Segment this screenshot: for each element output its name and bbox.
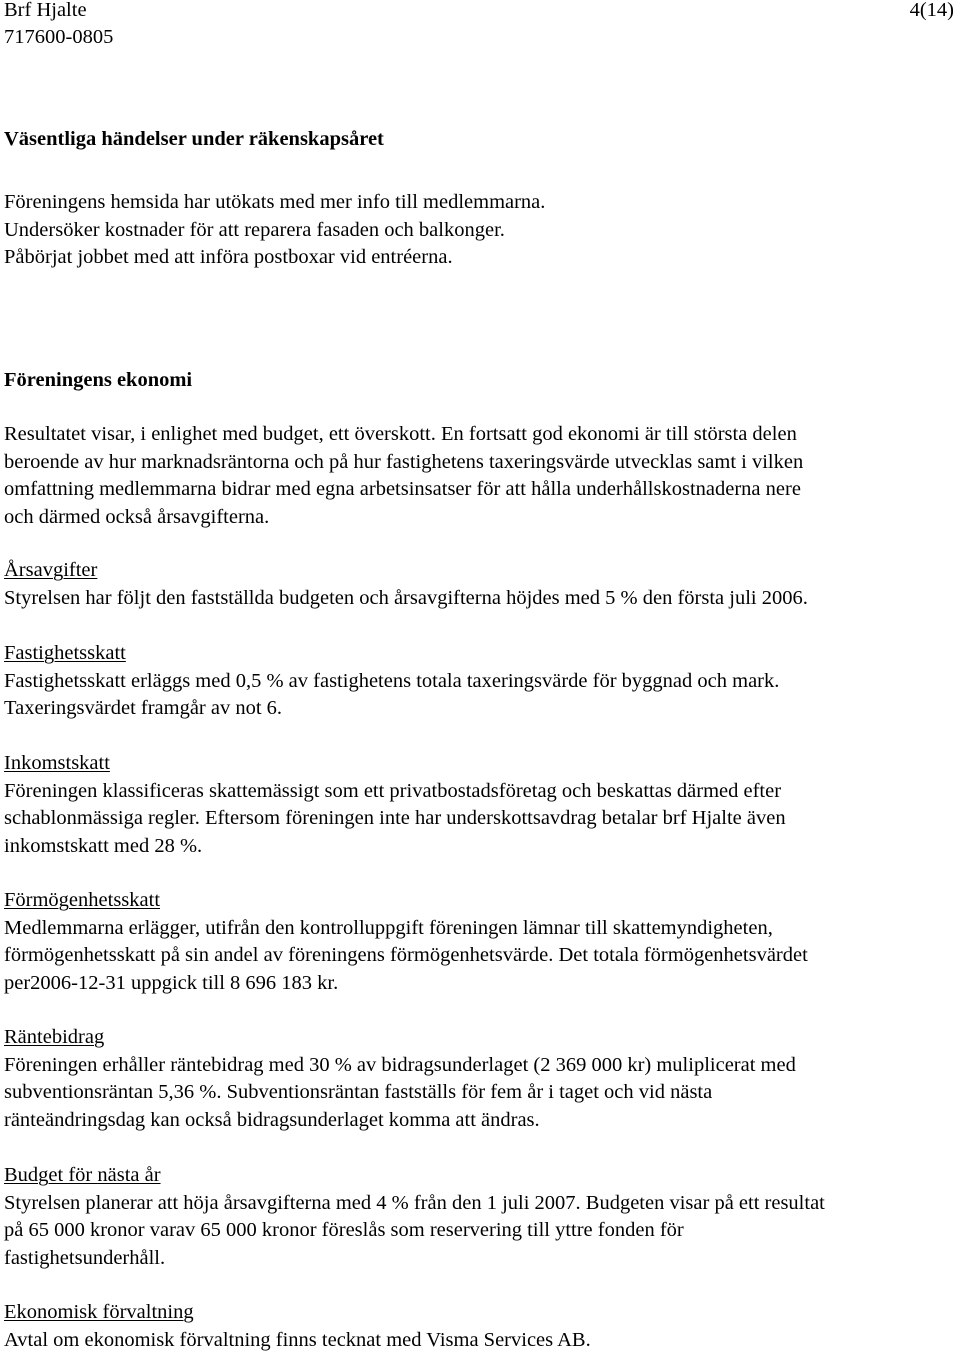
- section-budget: [4, 1162, 956, 1272]
- section-line: inkomstskatt med 28 %.: [4, 834, 203, 857]
- section-heading: Räntebidrag: [4, 1026, 105, 1048]
- economy-line: beroende av hur marknadsräntorna och på hur fastighetens taxeringsvärde utvecklas samt i vilken: [4, 450, 804, 473]
- events-body: [4, 189, 956, 272]
- events-heading: Väsentliga händelser under räkenskapsåret: [4, 128, 384, 150]
- section-heading: Årsavgifter: [4, 559, 98, 581]
- section-ekonomisk-forvaltning: [4, 1299, 956, 1354]
- section-heading: Ekonomisk förvaltning: [4, 1301, 194, 1323]
- section-line: per2006-12-31 uppgick till 8 696 183 kr.: [4, 971, 339, 994]
- section-heading: Förmögenhetsskatt: [4, 889, 161, 911]
- section-line: Styrelsen planerar att höja årsavgifterna med 4 % från den 1 juli 2007. Budgeten visar på ett resultat: [4, 1191, 825, 1214]
- economy-heading: Föreningens ekonomi: [4, 369, 193, 391]
- section-line: Styrelsen har följt den fastställda budgeten och årsavgifterna höjdes med 5 % den första juli 2006.: [4, 586, 808, 609]
- section-line: förmögenhetsskatt på sin andel av föreningens förmögenhetsvärde. Det totala förmögenhetsvärdet: [4, 944, 808, 966]
- section-line: Föreningen erhåller räntebidrag med 30 % av bidragsunderlaget (2 369 000 kr) muliplicerat med: [4, 1053, 796, 1076]
- events-line: Påbörjat jobbet med att införa postboxar vid entréerna.: [4, 246, 453, 268]
- section-rantebidrag: [4, 1024, 956, 1134]
- section-line: på 65 000 kronor varav 65 000 kronor föreslås som reservering till yttre fonden för: [4, 1219, 684, 1241]
- section-line: schablonmässiga regler. Eftersom föreningen inte har underskottsavdrag betalar brf Hjalte även: [4, 807, 786, 829]
- economy-section: [4, 367, 956, 395]
- section-line: subventionsräntan 5,36 %. Subventionsräntan fastställs för fem år i taget och vid nästa: [4, 1081, 713, 1103]
- economy-body: [4, 421, 956, 531]
- economy-line: Resultatet visar, i enlighet med budget, ett överskott. En fortsatt god ekonomi är till största delen: [4, 423, 797, 445]
- section-line: Medlemmarna erlägger, utifrån den kontrolluppgift föreningen lämnar till skattemyndigheten,: [4, 916, 773, 939]
- organization-name: Brf Hjalte: [4, 0, 87, 21]
- section-heading: Budget för nästa år: [4, 1164, 161, 1186]
- page-number: 4(14): [909, 0, 954, 21]
- section-line: Taxeringsvärdet framgår av not 6.: [4, 697, 283, 719]
- page-header: [4, 0, 954, 52]
- section-heading: Fastighetsskatt: [4, 642, 126, 664]
- section-arsavgifter: [4, 557, 956, 612]
- events-line: Föreningens hemsida har utökats med mer info till medlemmarna.: [4, 191, 546, 213]
- economy-line: och därmed också årsavgifterna.: [4, 505, 270, 528]
- section-heading: Inkomstskatt: [4, 752, 110, 774]
- section-line: fastighetsunderhåll.: [4, 1246, 166, 1269]
- events-section: [4, 126, 956, 154]
- section-line: Avtal om ekonomisk förvaltning finns tecknat med Visma Services AB.: [4, 1328, 591, 1351]
- section-line: Föreningen klassificeras skattemässigt som ett privatbostadsföretag och beskattas därmed efter: [4, 779, 782, 802]
- economy-line: omfattning medlemmarna bidrar med egna arbetsinsatser för att hålla underhållskostnaderna nere: [4, 478, 801, 500]
- section-formogenhetsskatt: [4, 887, 956, 997]
- organization-number: 717600-0805: [4, 26, 114, 48]
- section-fastighetsskatt: [4, 640, 956, 723]
- section-inkomstskatt: [4, 750, 956, 860]
- section-line: Fastighetsskatt erläggs med 0,5 % av fastighetens totala taxeringsvärde för byggnad och mark.: [4, 669, 780, 692]
- events-line: Undersöker kostnader för att reparera fasaden och balkonger.: [4, 218, 505, 241]
- section-line: ränteändringsdag kan också bidragsunderlaget komma att ändras.: [4, 1108, 540, 1131]
